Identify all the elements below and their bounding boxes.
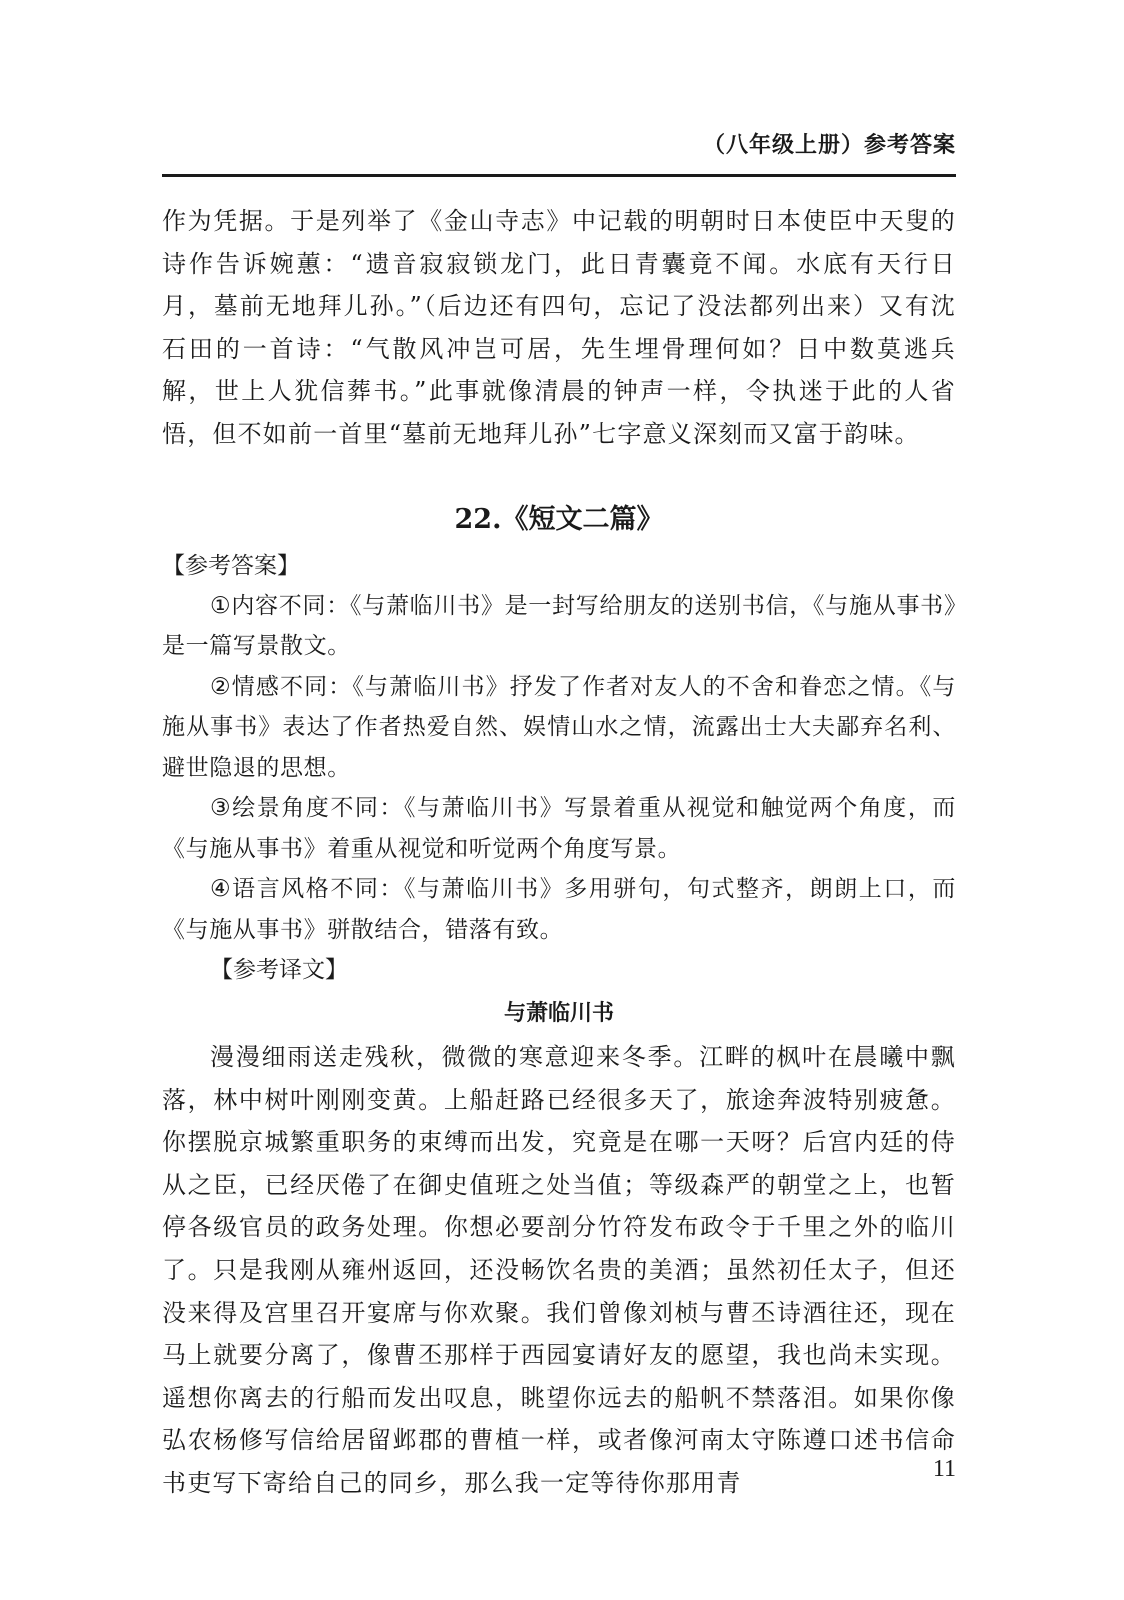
book-page: [162, 0, 956, 1600]
header-rule: [162, 174, 956, 177]
translation-section-label: 【参考译文】: [210, 957, 348, 984]
answer-section-label: 【参考答案】: [162, 552, 300, 579]
answer-list: [162, 586, 956, 951]
essay-title: 与萧临川书: [503, 1001, 614, 1027]
running-header: （八年级上册）参考答案: [702, 133, 956, 158]
page-content: [162, 200, 956, 1505]
lesson-title: 22.《短文二篇》: [454, 503, 664, 535]
answer-item: ④语言风格不同：《与萧临川书》多用骈句，句式整齐，朗朗上口，而《与施从事书》骈散结合，错落有致。: [162, 876, 956, 943]
page-number: 11: [932, 1456, 956, 1482]
essay-paragraph: 漫漫细雨送走残秋，微微的寒意迎来冬季。江畔的枫叶在晨曦中飘落，林中树叶刚刚变黄。上船赶路已经很多天了，旅途奔波特别疲惫。你摆脱京城繁重职务的束缚而出发，究竟是在哪一天呀？后宫内廷的侍从之臣，已经厌倦了在御史值班之处当值；等级森严的朝堂之上，也暂停各级官员的政务处理。你想必要剖分竹符发布政令于千里之外的临川了。只是我刚从雍州返回，还没畅饮名贵的美酒；虽然初任太子，但还没来得及宫里召开宴席与你欢聚。我们曾像刘桢与曹丕诗酒往还，现在马上就要分离了，像曹丕那样于西园宴请好友的愿望，我也尚未实现。遥想你离去的行船而发出叹息，眺望你远去的船帆不禁落泪。如果你像弘农杨修写信给居留邺郡的曹植一样，或者像河南太守陈遵口述书信命书吏写下寄给自己的同乡，那么我一定等待你那用青: [162, 1043, 956, 1497]
continued-paragraph: 作为凭据。于是列举了《金山寺志》中记载的明朝时日本使臣中天叟的诗作告诉婉蕙：“遗音寂寂锁龙门，此日青囊竟不闻。水底有天行日月，墓前无地拜儿孙。”（后边还有四句，忘记了没法都列出来）又有沈石田的一首诗：“气散风冲岂可居，先生埋骨理何如？日中数莫逃兵解，世上人犹信葬书。”此事就像清晨的钟声一样，令执迷于此的人省悟，但不如前一首里“墓前无地拜儿孙”七字意义深刻而又富于韵味。: [162, 207, 956, 448]
answer-item: ①内容不同：《与萧临川书》是一封写给朋友的送别书信，《与施从事书》是一篇写景散文。: [162, 592, 956, 660]
answer-item: ②情感不同：《与萧临川书》抒发了作者对友人的不舍和眷恋之情。《与施从事书》表达了作者热爱自然、娱情山水之情，流露出士大夫鄙弃名利、避世隐退的思想。: [162, 673, 956, 781]
answer-item: ③绘景角度不同：《与萧临川书》写景着重从视觉和触觉两个角度，而《与施从事书》着重从视觉和听觉两个角度写景。: [162, 795, 956, 862]
